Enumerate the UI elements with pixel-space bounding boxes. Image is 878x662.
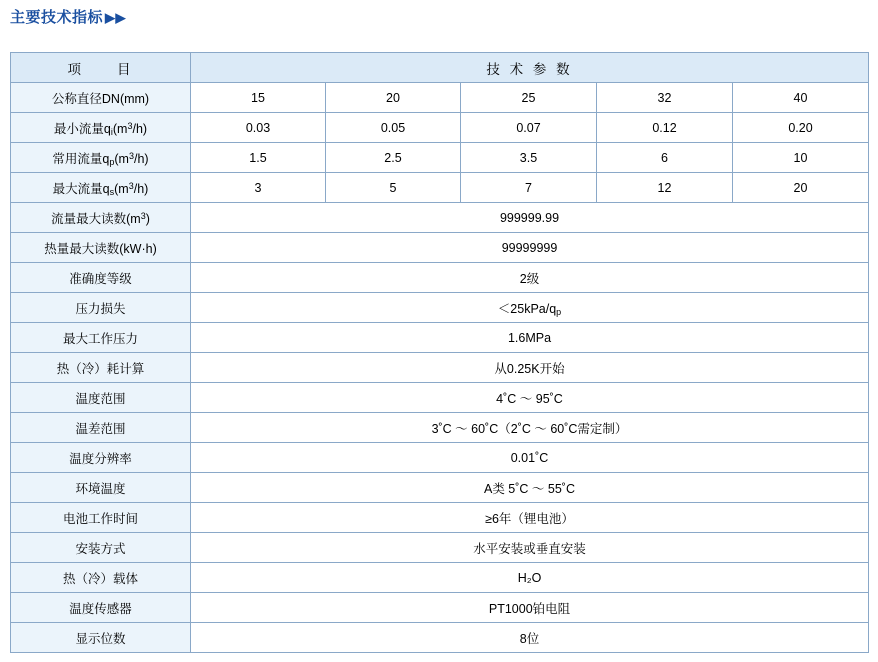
row-label: 温度传感器: [11, 593, 191, 623]
qs-value: 12: [597, 173, 733, 203]
header-params: 技 术 参 数: [191, 53, 869, 83]
spec-table: [10, 52, 869, 653]
row-value: ≥6年（锂电池）: [191, 503, 869, 533]
label-end: /h): [133, 181, 149, 196]
table-row: [11, 233, 869, 263]
row-value: 8位: [191, 623, 869, 653]
qs-value: 20: [733, 173, 869, 203]
row-label-qp: [11, 143, 191, 173]
label-sup: 3: [128, 150, 134, 161]
table-row: [11, 593, 869, 623]
row-label: [11, 203, 191, 233]
label-text: 最小流量q: [53, 121, 111, 136]
qmin-value: 0.20: [733, 113, 869, 143]
label-sub: s: [109, 186, 115, 197]
qp-value: 6: [597, 143, 733, 173]
table-row: [11, 503, 869, 533]
table-row: [11, 113, 869, 143]
label-sup: 3: [127, 120, 133, 131]
table-row: [11, 323, 869, 353]
dn-value: 20: [326, 83, 461, 113]
label-sup: 3: [128, 180, 134, 191]
label-end: ): [145, 211, 150, 226]
row-label: 温差范围: [11, 413, 191, 443]
qmin-value: 0.05: [326, 113, 461, 143]
table-row: [11, 443, 869, 473]
row-value: 0.01˚C: [191, 443, 869, 473]
row-value: 4˚C ～ 95˚C: [191, 383, 869, 413]
qmin-value: 0.03: [191, 113, 326, 143]
row-label: 热量最大读数(kW·h): [11, 233, 191, 263]
row-value: 99999999: [191, 233, 869, 263]
table-row: [11, 623, 869, 653]
row-value: 2级: [191, 263, 869, 293]
qp-value: 2.5: [326, 143, 461, 173]
table-row: [11, 143, 869, 173]
header-item: 项 目: [11, 53, 191, 83]
label-text: 流量最大读数(m: [51, 211, 141, 226]
row-label: 显示位数: [11, 623, 191, 653]
label-end: /h): [133, 151, 149, 166]
table-row: [11, 563, 869, 593]
label-text: 最大流量q: [52, 181, 110, 196]
row-value: 从0.25K开始: [191, 353, 869, 383]
table-row: [11, 473, 869, 503]
label-sub: i: [110, 126, 113, 137]
table-row: [11, 263, 869, 293]
row-value: PT1000铂电阻: [191, 593, 869, 623]
dn-value: 15: [191, 83, 326, 113]
table-row: [11, 83, 869, 113]
table-row: [11, 203, 869, 233]
label-end: /h): [132, 121, 148, 136]
row-label: 热（冷）载体: [11, 563, 191, 593]
row-label: 电池工作时间: [11, 503, 191, 533]
label-sub: p: [109, 156, 115, 167]
row-label: 热（冷）耗计算: [11, 353, 191, 383]
row-label: 最大工作压力: [11, 323, 191, 353]
label-unit: (m: [114, 181, 129, 196]
qmin-value: 0.07: [461, 113, 597, 143]
table-row: [11, 293, 869, 323]
table-row: [11, 383, 869, 413]
row-label: 温度范围: [11, 383, 191, 413]
row-label-qmin: [11, 113, 191, 143]
qp-value: 10: [733, 143, 869, 173]
row-label: 准确度等级: [11, 263, 191, 293]
table-row: [11, 413, 869, 443]
row-value: 水平安装或垂直安装: [191, 533, 869, 563]
label-sup: 3: [140, 210, 146, 221]
dn-value: 40: [733, 83, 869, 113]
row-label-dn: 公称直径DN(mm): [11, 83, 191, 113]
dn-value: 25: [461, 83, 597, 113]
qp-value: 1.5: [191, 143, 326, 173]
arrow-right-icon: ▶▶: [105, 10, 127, 25]
label-unit: (m: [114, 151, 129, 166]
dn-value: 32: [597, 83, 733, 113]
row-label-qs: [11, 173, 191, 203]
qmin-value: 0.12: [597, 113, 733, 143]
table-row: [11, 533, 869, 563]
label-unit: (m: [112, 121, 128, 136]
table-header-row: [11, 53, 869, 83]
row-label: 压力损失: [11, 293, 191, 323]
row-value: A类 5˚C ～ 55˚C: [191, 473, 869, 503]
table-row: [11, 173, 869, 203]
qs-value: 3: [191, 173, 326, 203]
row-value: H₂O: [191, 563, 869, 593]
qp-value: 3.5: [461, 143, 597, 173]
row-label: 安装方式: [11, 533, 191, 563]
row-value: 1.6MPa: [191, 323, 869, 353]
row-label: 温度分辨率: [11, 443, 191, 473]
row-value: [191, 293, 869, 323]
section-title-text: 主要技术指标: [10, 9, 104, 26]
label-text: 常用流量q: [52, 151, 110, 166]
qs-value: 5: [326, 173, 461, 203]
value-text: ＜25kPa/q: [497, 301, 557, 316]
table-row: [11, 353, 869, 383]
section-title: [10, 6, 126, 27]
qs-value: 7: [461, 173, 597, 203]
row-value: 3˚C ～ 60˚C（2˚C ～ 60˚C需定制）: [191, 413, 869, 443]
row-value: 999999.99: [191, 203, 869, 233]
value-sub: p: [556, 306, 562, 317]
row-label: 环境温度: [11, 473, 191, 503]
